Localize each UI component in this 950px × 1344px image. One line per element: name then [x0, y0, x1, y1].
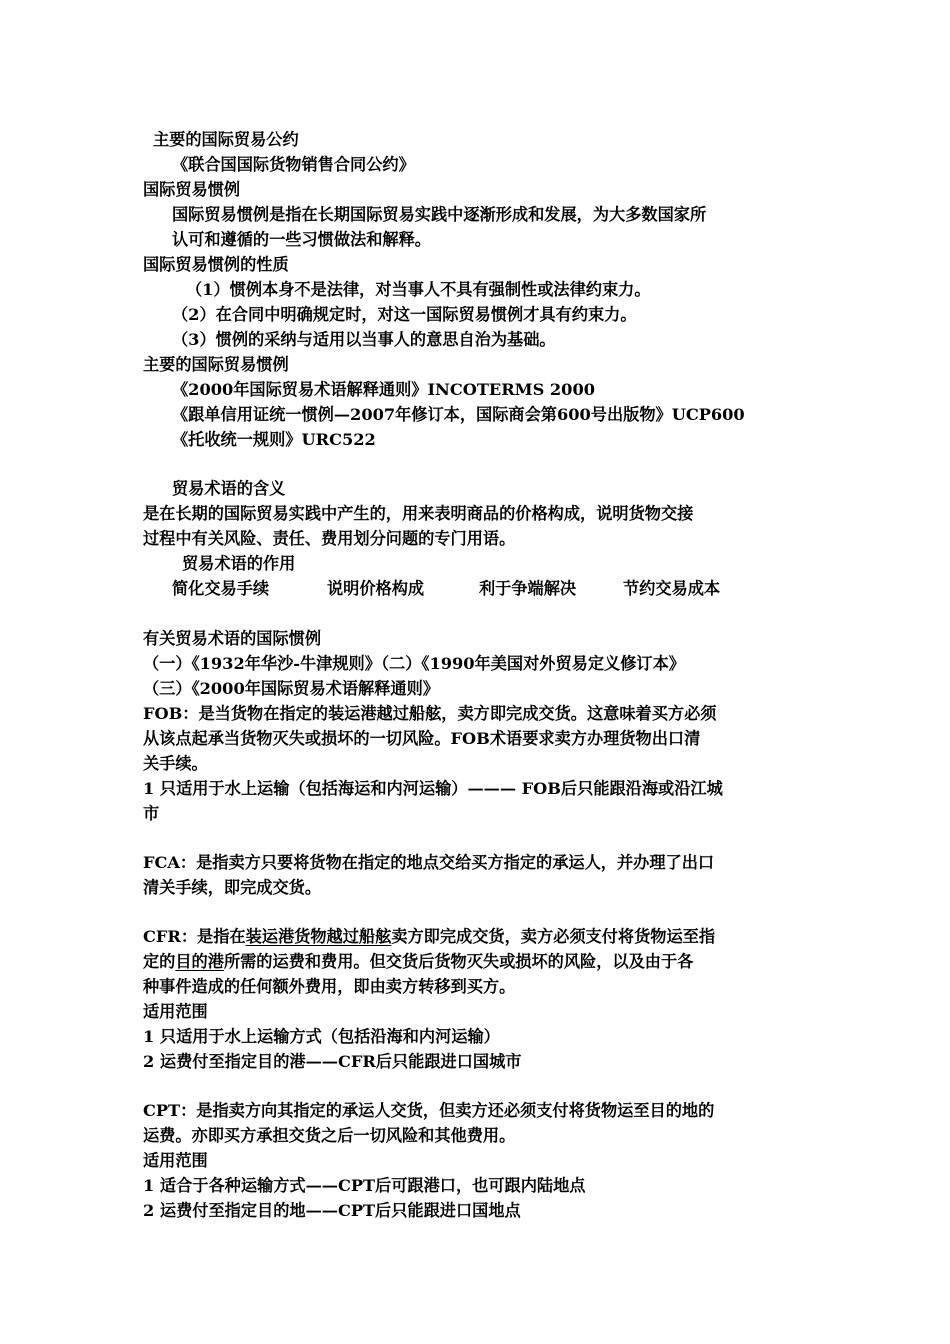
role-price: 说明价格构成	[327, 579, 425, 598]
fob-scope-line-1: 1 只适用于水上运输（包括海运和内河运输）——— FOB后只能跟沿海或沿江城	[143, 779, 723, 798]
terms-practices-line-2: （三）《2000年国际贸易术语解释通则》	[143, 679, 439, 698]
cpt-line-1: CPT：是指卖方向其指定的承运人交货，但卖方还必须支付将货物运至目的地的	[143, 1101, 715, 1120]
cfr-line-1-start: CFR：是指在	[143, 927, 246, 946]
cpt-scope-line-2: 2 运费付至指定目的地——CPT后只能跟进口国地点	[143, 1201, 521, 1220]
cfr-scope-line-2: 2 运费付至指定目的港——CFR后只能跟进口国城市	[143, 1052, 522, 1071]
fca-line-2: 清关手续，即完成交货。	[143, 878, 322, 897]
fca-line-1: FCA：是指卖方只要将货物在指定的地点交给买方指定的承运人，并办理了出口	[143, 853, 715, 872]
practice-item-ucp600: 《跟单信用证统一惯例—2007年修订本，国际商会第600号出版物》UCP600	[172, 405, 745, 424]
cfr-underline-port: 装运港货物越过船舷	[245, 927, 392, 946]
cpt-scope-heading: 适用范围	[143, 1151, 208, 1170]
practice-definition-line-2: 认可和遵循的一些习惯做法和解释。	[172, 230, 431, 249]
terms-practices-heading: 有关贸易术语的国际惯例	[143, 629, 322, 648]
fob-line-2: 从该点起承当货物灭失或损坏的一切风险。FOB术语要求卖方办理货物出口清	[143, 729, 701, 748]
cpt-scope-line-1: 1 适合于各种运输方式——CPT后可跟港口，也可跟内陆地点	[143, 1176, 586, 1195]
role-cost: 节约交易成本	[623, 579, 721, 598]
cfr-underline-destination: 目的港	[175, 952, 224, 971]
cfr-line-2-start: 定的	[143, 952, 176, 971]
cfr-scope-heading: 适用范围	[143, 1002, 208, 1021]
fob-line-1: FOB：是当货物在指定的装运港越过船舷，卖方即完成交货。这意味着买方必须	[143, 704, 717, 723]
cpt-line-2: 运费。亦即买方承担交货之后一切风险和其他费用。	[143, 1126, 516, 1145]
practice-heading: 国际贸易惯例	[143, 180, 241, 199]
fob-scope-line-2: 市	[143, 804, 160, 823]
main-practices-heading: 主要的国际贸易惯例	[143, 355, 289, 374]
role-simplify: 简化交易手续	[172, 579, 270, 598]
terms-meaning-line-1: 是在长期的国际贸易实践中产生的，用来表明商品的价格构成，说明货物交接	[143, 504, 694, 523]
terms-practices-line-1: （一）《1932年华沙-牛津规则》（二）《1990年美国对外贸易定义修订本》	[143, 654, 685, 673]
terms-meaning-heading: 贸易术语的含义	[172, 479, 286, 498]
terms-role-heading: 贸易术语的作用	[182, 554, 296, 573]
cfr-line-1	[143, 925, 715, 949]
practice-item-incoterms: 《2000年国际贸易术语解释通则》INCOTERMS 2000	[172, 380, 595, 399]
conventions-heading: 主要的国际贸易公约	[153, 130, 299, 149]
nature-item-3: （3）惯例的采纳与适用以当事人的意思自治为基础。	[172, 330, 556, 349]
cisg-title: 《联合国国际货物销售合同公约》	[172, 155, 415, 174]
cfr-line-2	[143, 950, 693, 974]
cfr-line-1-end: 卖方即完成交货，卖方必须支付将货物运至指	[391, 927, 716, 946]
nature-item-2: （2）在合同中明确规定时，对这一国际贸易惯例才具有约束力。	[172, 305, 637, 324]
practice-definition-line-1: 国际贸易惯例是指在长期国际贸易实践中逐渐形成和发展，为大多数国家所	[172, 205, 707, 224]
fob-line-3: 关手续。	[143, 754, 208, 773]
cfr-line-3: 种事件造成的任何额外费用，即由卖方转移到买方。	[143, 977, 516, 996]
nature-heading: 国际贸易惯例的性质	[143, 255, 289, 274]
cfr-scope-line-1: 1 只适用于水上运输方式（包括沿海和内河运输）	[143, 1027, 500, 1046]
nature-item-1: （1）惯例本身不是法律，对当事人不具有强制性或法律约束力。	[186, 280, 651, 299]
terms-meaning-line-2: 过程中有关风险、责任、费用划分问题的专门用语。	[143, 529, 516, 548]
cfr-line-2-end: 所需的运费和费用。但交货后货物灭失或损坏的风险，以及由于各	[223, 952, 694, 971]
practice-item-urc522: 《托收统一规则》URC522	[172, 430, 376, 449]
role-dispute: 利于争端解决	[479, 579, 577, 598]
